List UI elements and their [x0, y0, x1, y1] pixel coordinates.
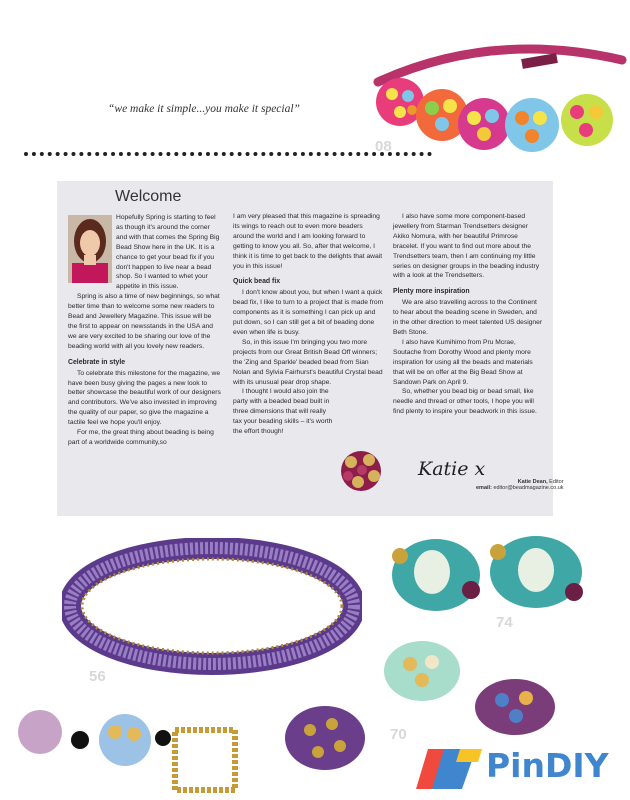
- bracelet-photo: [0, 690, 250, 800]
- subheading-celebrate: Celebrate in style: [68, 358, 126, 366]
- dotted-divider: [24, 152, 432, 156]
- subheading-plenty-more-inspiration: Plenty more inspiration: [393, 288, 470, 296]
- editor-signature: Katie x: [418, 458, 486, 480]
- col1-para-1: Hopefully Spring is starting to feel as though it's around the corner and with that comes the Spring Big Bead Show here in the UK. It is a chance to get your bead fix if you don't happen to live near a bead shop. So I wanted to whet your appetite in this issue.: [116, 214, 220, 291]
- col1-para-3: To celebrate this milestone for the magazine, we have been busy giving the pages a new look to better showcase the beautiful work of our designers and contributors. We've also invested in improving the quality of our paper, so give the magazine a tactile feel we hope you'll enjoy.: [68, 369, 221, 427]
- pindiy-watermark: PinDIY: [486, 746, 609, 785]
- editor-credit: [476, 479, 564, 491]
- page-number-56: 56: [89, 668, 106, 685]
- page-number-70: 70: [390, 726, 407, 743]
- col2-para-3: So, in this issue I'm bringing you two more projects from our Great British Bead Off winners; the 'Zing and Sparkle' beaded bead from Sian Nolan and Sylvia Fairhurst's beautiful Crystal bead with its unusual pear drop shape.: [233, 338, 383, 386]
- col2-para-2: I don't know about you, but when I want a quick bead fix, I like to turn to a project that is made from components as it is something I can pick up and put down, so I can still get a bit of beading done even when life is busy.: [233, 289, 384, 336]
- col3-para-1: I also have some more component-based jewellery from Starman Trendsetters designer Akiko Nomura, with her beautiful Primrose bracelet. If you want to find out more about the Trendsetters team, then I am continuing my little series on designer groups in the beading industry with a look at the Trendsetters.: [393, 213, 540, 280]
- beaded-bead-image: [336, 446, 386, 496]
- editor-name: Katie Dean,: [517, 479, 548, 485]
- editorial-column-3: [393, 212, 543, 417]
- amethyst-beaded-bead: [472, 676, 558, 738]
- pindiy-logo-icon: [416, 744, 486, 794]
- col2-para-1: I am very pleased that this magazine is spreading its wings to reach out to even more beaders around the world and I am looking forward to getting to know you all. So, after that welcome, I think it is time to get back to the delights that await you in this issue!: [233, 213, 383, 270]
- col2-para-4: I thought I would also join the party with a beaded bead built in three dimensions that will really tax your beading skills – it's worth the effort though!: [233, 388, 333, 436]
- col1-para-4: For me, the great thing about beading is being part of a worldwide community,so: [68, 429, 214, 446]
- purple-beaded-bead: [282, 702, 368, 774]
- page-number-74: 74: [496, 614, 513, 631]
- editor-email: editor@beadmagazine.co.uk: [493, 485, 564, 491]
- col3-para-4: So, whether you bead big or bead small, like needle and thread or other tools, I hope you will find plenty to inspire your beadwork in this issue.: [393, 388, 537, 416]
- subheading-quick-bead-fix: Quick bead fix: [233, 278, 281, 286]
- editorial-column-1: [68, 213, 221, 448]
- col1-para-2: Spring is also a time of new beginnings, so what better time than to welcome some new readers to Bead and Jewellery Magazine. This issue will be the first to appear on newsstands in the USA and we are very excited to be sharing our love of the beading world with all you lovely new readers.: [68, 293, 220, 350]
- tagline: “we make it simple...you make it special”: [108, 103, 300, 115]
- earrings-photo: [386, 530, 592, 620]
- page-number-08: 08: [375, 138, 392, 155]
- editor-title: Editor: [549, 479, 564, 485]
- email-label: email:: [476, 485, 492, 491]
- col3-para-2: We are also travelling across to the Continent to hear about the beading scene in Sweden, and in the other direction to meet talented US designer Beth Stone.: [393, 299, 543, 336]
- col3-para-3: I also have Kumihimo from Pru Mcrae, Soutache from Dorothy Wood and plenty more inspiration for using all the beads and materials that will be on offer at the Big Bead Show at Sandown Park on April 9.: [393, 338, 533, 386]
- pale-beaded-bead: [380, 636, 464, 706]
- editorial-column-2: [233, 212, 385, 437]
- necklace-photo: [372, 20, 630, 160]
- bangle-photo: [62, 538, 362, 678]
- editorial-heading: Welcome: [115, 188, 182, 205]
